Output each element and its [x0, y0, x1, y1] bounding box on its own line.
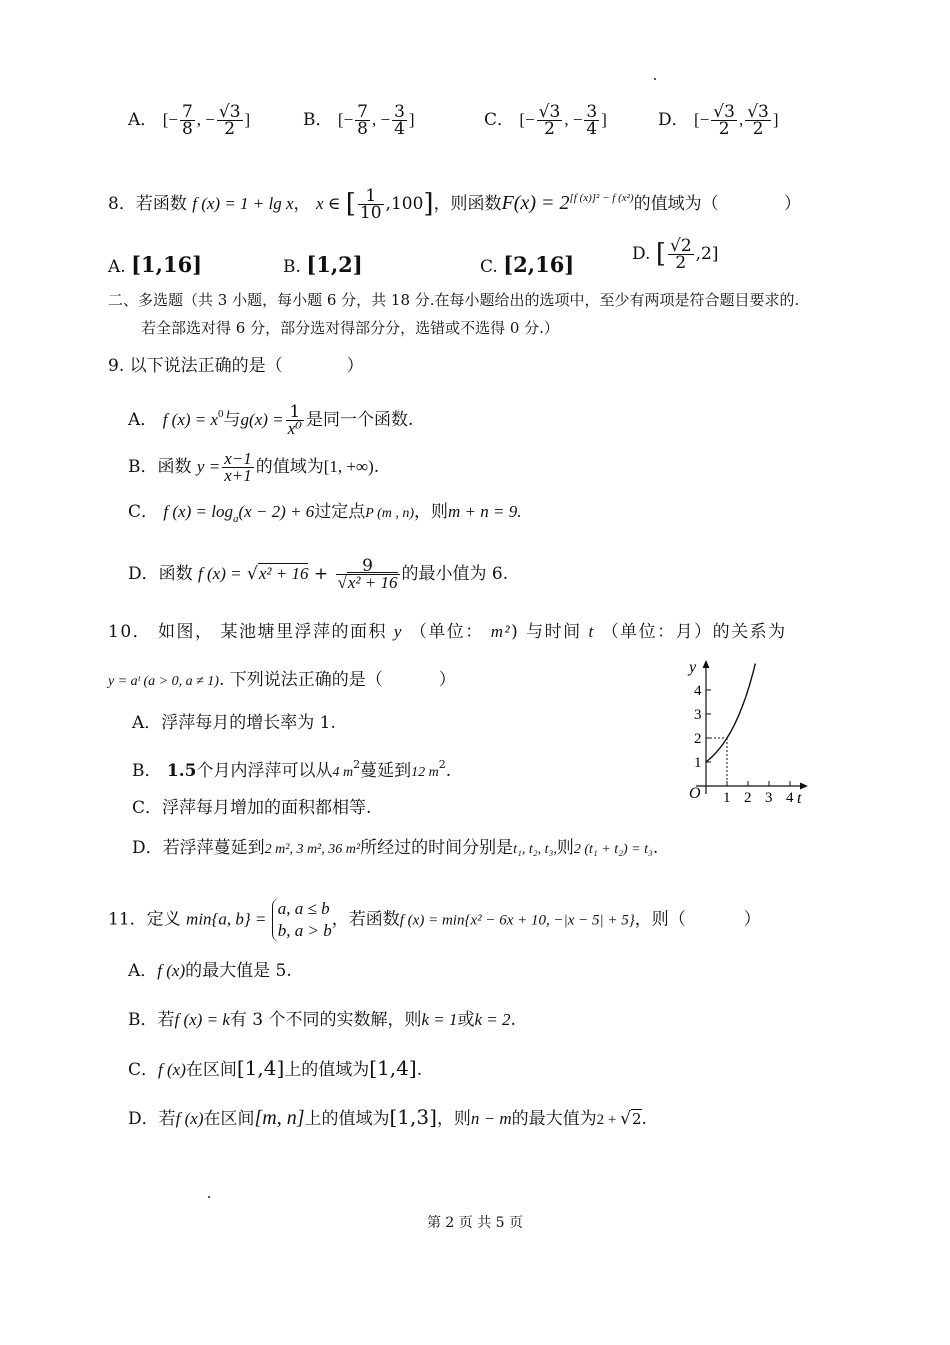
q9-option-a: A． f $(x) = x^0$与g(x) = $\frac{1}{\text{x⁰}}$ 是同一个函数. — [128, 402, 414, 438]
q7-option-a: A． [− $\frac{7}{8}$ , − $\frac{√3}{2}$ ] — [128, 102, 251, 139]
q8-option-a: A. [1,16] — [108, 252, 203, 277]
origin-label: O — [689, 785, 701, 802]
q10-stem-line2: y = aᵗ (a > 0, a ≠ 1). 下列说法正确的是（ ） — [108, 670, 456, 690]
section2-line2: 若全部选对得 6 分，部分选对得部分分，选错或不选得 0 分.） — [141, 319, 559, 337]
q7-option-d: D． [− $\frac{√3}{2}$ , $\frac{√3}{2}$ ] — [658, 102, 779, 139]
q10-option-a: A．浮萍每月的增长率为 1. — [132, 713, 336, 733]
q11-option-d: D．若f (x)在区间[m, n]上的值域为[1,3]，则n − m的最大值为2 + √2. — [128, 1105, 647, 1129]
q9-option-c: C． f $(x) = \log_a(x - 2) + 6$过定点P (m , n)，则m + n = 9. — [128, 502, 522, 525]
q10-stem-line1: 10． 如图， 某池塘里浮萍的面积 y （单位： m²) 与时间 t （单位：月）的关系为 — [108, 622, 787, 642]
q9-option-d: D．函数 f (x) = √x² + 16 + $\frac{9}{\text{√x² + 16}}$ 的最小值为 6. — [128, 556, 509, 592]
y-axis-arrow — [703, 660, 710, 668]
q10-option-d: D．若浮萍蔓延到2 m², 3 m², 36 m²所经过的时间分别是t₁, t₂, t₃,则2 (t₁ + t₂) = t₃. — [132, 838, 659, 858]
t-tick-label: 4 — [786, 790, 794, 806]
q7-option-c: C． [− $\frac{√3}{2}$ , − $\frac{3}{4}$ ] — [484, 102, 607, 139]
q8-option-d: D. [ $\frac{√2}{2}$ ,2] — [632, 236, 719, 273]
q8-option-b: B. [1,2] — [283, 252, 363, 277]
q8-stem: 8．若函数 f (x) = 1 + lg x， x ∈ [ $\frac{1}{10}$ ,100]，则函数$F(x) = 2^{[f (x)]^2 - f (x^2)}$的值域为（ ） — [108, 186, 801, 223]
growth-curve — [706, 664, 755, 762]
q10-option-b: B． 1.5个月内浮萍可以从4 $m^2$蔓延到12 $m^2$. — [132, 758, 452, 781]
t-tick-label: 1 — [723, 790, 731, 806]
t-axis-arrow — [800, 783, 808, 790]
t-tick-label: 2 — [744, 790, 752, 806]
q9-option-b: B．函数 y = $\frac{x-1}{x+1}$ 的值域为[1, +∞). — [128, 449, 380, 485]
q11-stem: 11．定义 min{a, b} = a, a ≤ b b, a > b ，若函数f (x) = min{x² − 6x + 10, −|x − 5| + 5}，则（ ） — [108, 899, 761, 940]
q9-stem: 9. 以下说法正确的是（ ） — [108, 356, 364, 376]
scan-dot — [208, 1196, 210, 1198]
q7-option-b: B． [− $\frac{7}{8}$ , − $\frac{3}{4}$ ] — [303, 102, 415, 139]
q8-option-c: C. [2,16] — [480, 252, 575, 277]
y-tick-label: 4 — [694, 683, 702, 699]
q10-growth-graph — [676, 656, 816, 806]
t-tick-label: 3 — [765, 790, 773, 806]
scan-dot — [654, 78, 656, 80]
q10-option-c: C．浮萍每月增加的面积都相等. — [132, 798, 372, 818]
q11-option-a: A．f (x)的最大值是 5. — [128, 961, 292, 981]
y-tick-label: 1 — [694, 755, 702, 771]
y-axis-label: y — [689, 659, 697, 676]
q11-option-c: C．f (x)在区间[1,4]上的值域为[1,4]. — [128, 1056, 423, 1080]
section2-line1: 二、多选题（共 3 小题，每小题 6 分，共 18 分.在每小题给出的选项中，至少有两项是符合题目要求的. — [108, 291, 800, 309]
page-footer: 第 2 页 共 5 页 — [426, 1215, 524, 1231]
q11-option-b: B．若f (x) = k有 3 个不同的实数解，则k = 1或k = 2. — [128, 1010, 516, 1030]
t-axis-label: t — [797, 790, 802, 806]
y-tick-label: 2 — [694, 731, 702, 747]
y-tick-label: 3 — [694, 707, 702, 723]
